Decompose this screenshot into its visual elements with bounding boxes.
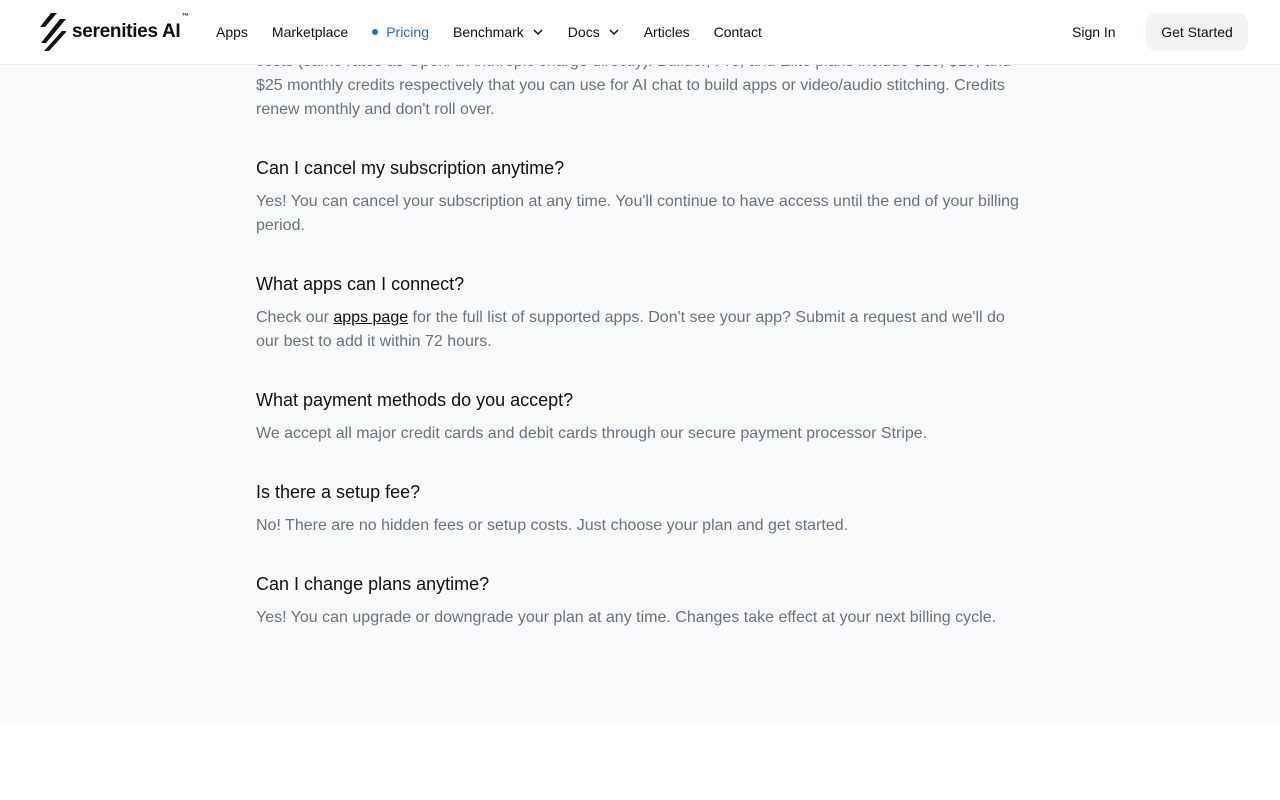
faq-question: Can I change plans anytime? <box>256 574 490 594</box>
faq-item <box>256 480 1026 538</box>
nav-item-label: Articles <box>643 24 690 40</box>
apps-page-link[interactable]: apps page <box>333 309 409 326</box>
brand-name <box>72 13 189 43</box>
serenities-logo-icon <box>40 13 66 51</box>
get-started-button[interactable]: Get Started <box>1146 14 1248 50</box>
nav-item-label: Apps <box>216 24 248 40</box>
main-nav <box>216 0 786 64</box>
nav-item-apps[interactable] <box>216 24 248 40</box>
faq-question: What payment methods do you accept? <box>256 390 574 410</box>
faq-answer: No! There are no hidden fees or setup costs. Just choose your plan and get started. <box>256 517 849 534</box>
faq-answer: We accept all major credit cards and debit cards through our secure payment processor Stripe. <box>256 425 928 442</box>
nav-item-label: Marketplace <box>271 24 349 40</box>
nav-item-label: Docs <box>567 24 600 40</box>
faq-item <box>256 272 1026 354</box>
faq-item <box>256 572 1026 630</box>
faq-answer-text: for the full list of supported apps. Don't see your app? Submit a request and we'll do our best to add it within 72 hours. <box>256 309 1005 350</box>
nav-item-marketplace[interactable] <box>272 24 348 40</box>
nav-item-benchmark[interactable] <box>453 24 544 40</box>
faq-answer-text: Check our <box>256 309 334 326</box>
nav-item-label: Contact <box>713 24 762 40</box>
chevron-down-icon <box>608 26 620 38</box>
faq-answer: Yes! You can upgrade or downgrade your plan at any time. Changes take effect at your next billing cycle. <box>256 609 997 626</box>
faq-answer <box>256 306 1026 354</box>
logo[interactable] <box>40 12 189 52</box>
faq-answer-visible-lines: $25 monthly credits respectively that you can use for AI chat to build apps or video/audio stitching. Credits renew monthly and don't roll over. <box>256 77 1005 118</box>
brand-text: serenities AI <box>72 21 181 42</box>
faq-question: Can I cancel my subscription anytime? <box>256 158 565 178</box>
nav-item-pricing[interactable] <box>372 24 429 40</box>
nav-item-label: Benchmark <box>452 24 524 40</box>
footer-area <box>0 724 1280 800</box>
site-header <box>0 0 1280 65</box>
faq-item <box>256 156 1026 238</box>
sign-in-link[interactable]: Sign In <box>1072 24 1116 40</box>
faq-answer: Yes! You can cancel your subscription at any time. You'll continue to have access until the end of your billing period. <box>256 193 1019 234</box>
faq-question: What apps can I connect? <box>256 274 465 294</box>
nav-item-articles[interactable] <box>644 24 690 40</box>
faq-item <box>256 388 1026 446</box>
active-dot-icon <box>372 29 378 35</box>
nav-item-docs[interactable] <box>568 24 620 40</box>
chevron-down-icon <box>532 26 544 38</box>
trademark-mark: ™ <box>181 13 189 20</box>
nav-item-contact[interactable] <box>714 24 762 40</box>
nav-item-label: Pricing <box>386 24 429 40</box>
faq-question: Is there a setup fee? <box>256 482 421 502</box>
